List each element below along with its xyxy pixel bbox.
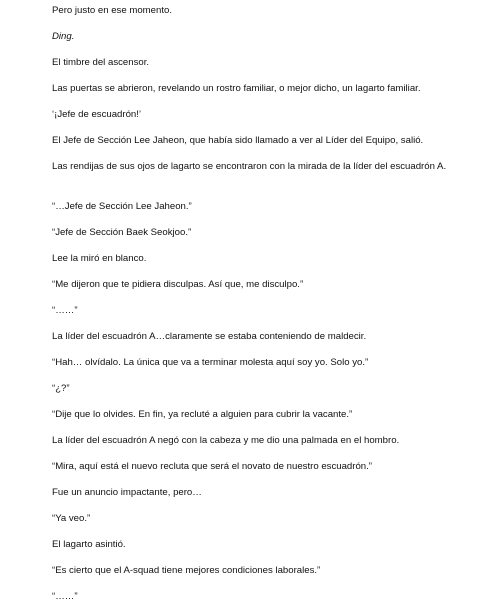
paragraph: Lee la miró en blanco. — [52, 253, 147, 264]
paragraph: “……” — [52, 305, 78, 316]
paragraph: “…Jefe de Sección Lee Jaheon.” — [52, 201, 192, 212]
paragraph: ‘¡Jefe de escuadrón!’ — [52, 109, 142, 120]
paragraph: El Jefe de Sección Lee Jaheon, que había sido llamado a ver al Líder del Equipo, salió. — [52, 135, 424, 146]
paragraph: Las puertas se abrieron, revelando un rostro familiar, o mejor dicho, un lagarto familiar. — [52, 83, 421, 94]
paragraph: La líder del escuadrón A negó con la cabeza y me dio una palmada en el hombro. — [52, 435, 400, 446]
paragraph: “Ya veo.” — [52, 513, 91, 524]
paragraph: “¿?” — [52, 383, 70, 394]
paragraph: “Dije que lo olvides. En fin, ya recluté a alguien para cubrir la vacante.” — [52, 409, 353, 420]
paragraph: “Me dijeron que te pidiera disculpas. Así que, me disculpo.” — [52, 279, 304, 290]
paragraph: Pero justo en ese momento. — [52, 5, 172, 16]
paragraph: La líder del escuadrón A…claramente se estaba conteniendo de maldecir. — [52, 331, 367, 342]
paragraph: “……” — [52, 591, 78, 602]
paragraph: El lagarto asintió. — [52, 539, 126, 550]
paragraph: Las rendijas de sus ojos de lagarto se encontraron con la mirada de la líder del escuadrón A. — [52, 161, 447, 172]
paragraph: El timbre del ascensor. — [52, 57, 150, 68]
paragraph: Ding. — [52, 31, 75, 42]
paragraph: “Es cierto que el A-squad tiene mejores condiciones laborales.” — [52, 565, 321, 576]
paragraph: Fue un anuncio impactante, pero… — [52, 487, 202, 498]
paragraph: “Jefe de Sección Baek Seokjoo.” — [52, 227, 192, 238]
paragraph: “Hah… olvídalo. La única que va a terminar molesta aquí soy yo. Solo yo.” — [52, 357, 369, 368]
paragraph: “Mira, aquí está el nuevo recluta que será el novato de nuestro escuadrón.” — [52, 461, 372, 472]
